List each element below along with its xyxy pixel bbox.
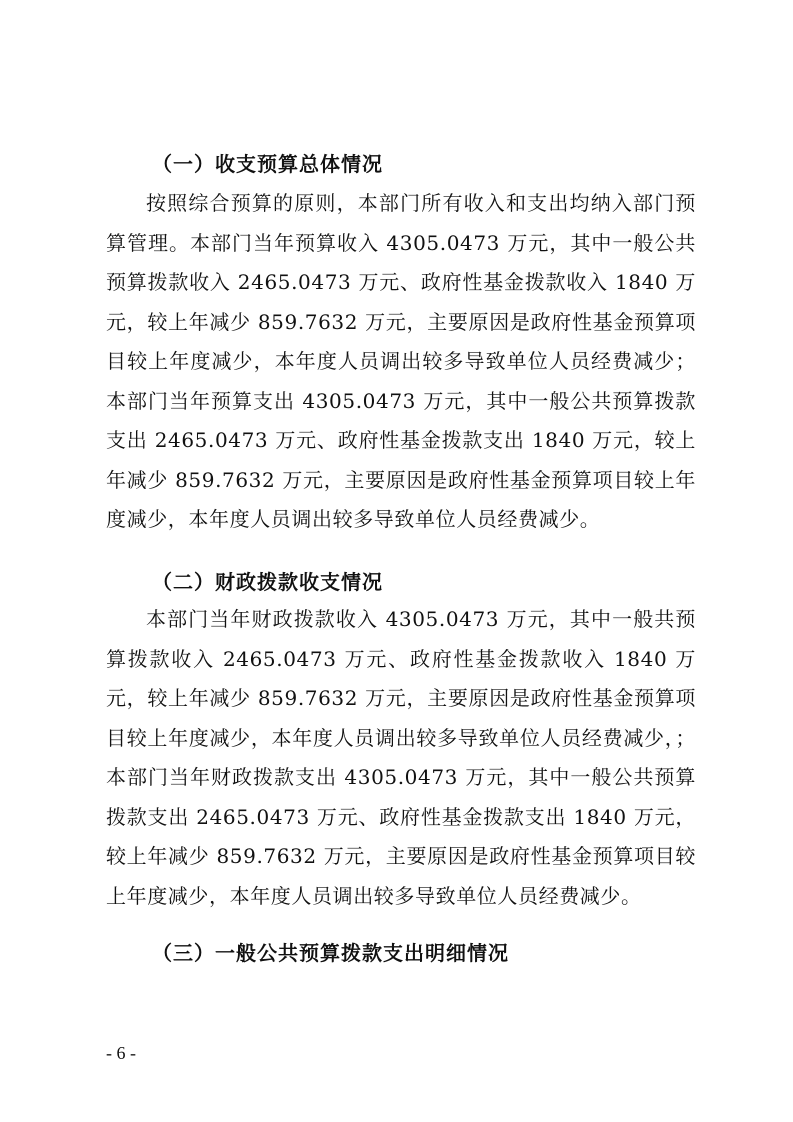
section-paragraph-1: 按照综合预算的原则，本部门所有收入和支出均纳入部门预算管理。本部门当年预算收入 4305.0473 万元，其中一般公共预算拨款收入 2465.0473 万元、政府性基金拨款收入 1840 万元，较上年减少 859.7632 万元，主要原因是政府性基金预算项目较上年度减少，本年度人员调出较多导致单位人员经费减少；本部门当年预算支出 4305.0473 万元，其中一般公共预算拨款支出 2465.0473 万元、政府性基金拨款支出 1840 万元，较上年减少 859.7632 万元，主要原因是政府性基金预算项目较上年度减少，本年度人员调出较多导致单位人员经费减少。 [106, 191, 696, 531]
section-heading-3: （三）一般公共预算拨款支出明细情况 [152, 941, 509, 965]
section-heading-2: （二）财政拨款收支情况 [152, 570, 383, 594]
section-paragraph-2: 本部门当年财政拨款收入 4305.0473 万元，其中一般共预算拨款收入 2465.0473 万元、政府性基金拨款收入 1840 万元，较上年减少 859.7632 万元，主要原因是政府性基金预算项目较上年度减少，本年度人员调出较多导致单位人员经费减少，；本部门当年财政拨款支出 4305.0473 万元，其中一般公共预算拨款支出 2465.0473 万元、政府性基金拨款支出 1840 万元，较上年减少 859.7632 万元，主要原因是政府性基金预算项目较上年度减少，本年度人员调出较多导致单位人员经费减少。 [106, 607, 696, 908]
section-heading-1: （一）收支预算总体情况 [152, 152, 383, 176]
page-number: - 6 - [106, 1043, 136, 1063]
